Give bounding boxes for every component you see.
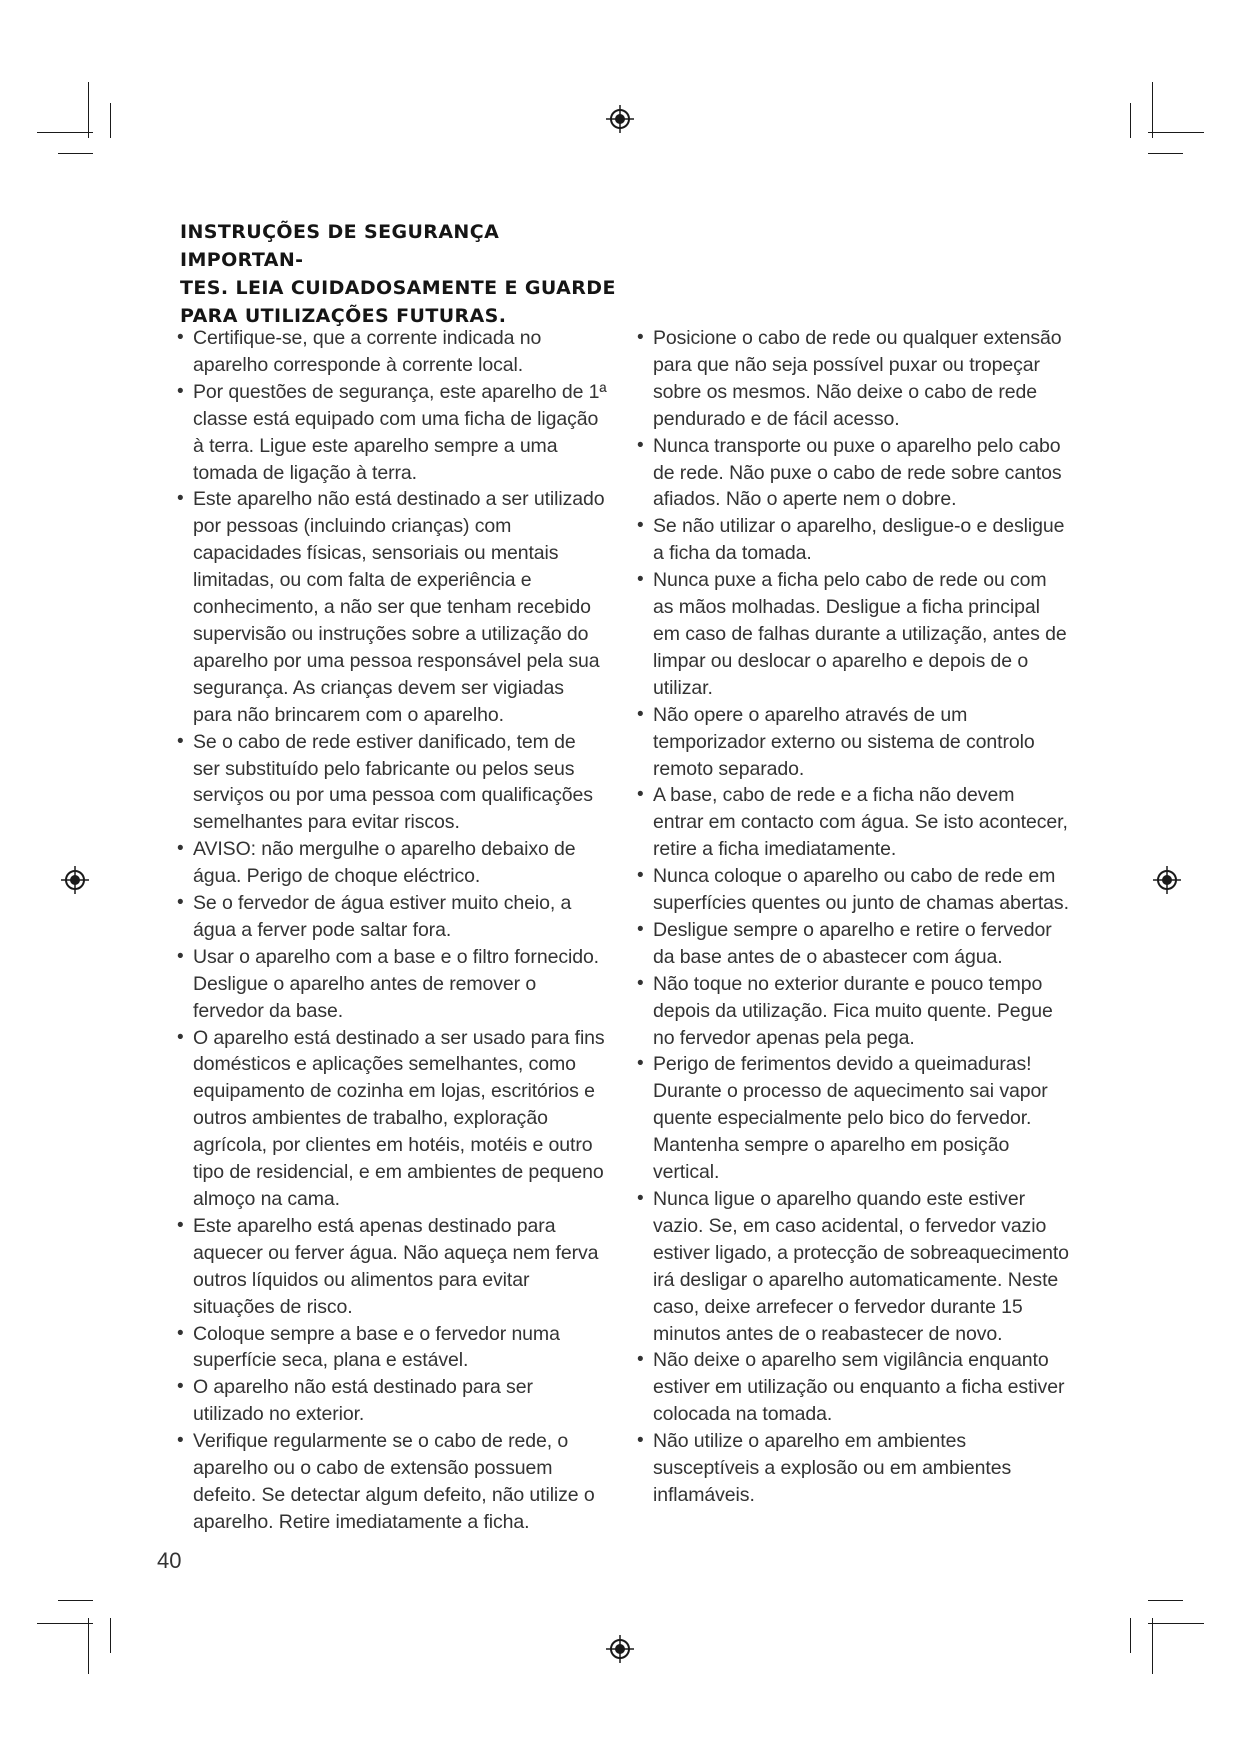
list-item	[637, 1051, 1069, 1186]
bullet-icon: •	[637, 569, 644, 591]
crop-mark	[88, 1618, 89, 1674]
list-item	[177, 1213, 607, 1321]
crop-mark	[1148, 132, 1204, 133]
list-item-text: Nunca coloque o aparelho ou cabo de rede em superfícies quentes ou junto de chamas abertas.	[653, 865, 1069, 915]
bullet-icon: •	[637, 784, 644, 806]
crop-mark	[58, 153, 93, 154]
crop-mark	[1130, 1618, 1131, 1653]
list-item-text: Verifique regularmente se o cabo de rede, o aparelho ou o cabo de extensão possuem defeito. Se detectar algum defeito, não utilize o aparelho. Retire imediatamente a ficha.	[193, 1430, 595, 1533]
list-item-text: Usar o aparelho com a base e o filtro fornecido. Desligue o aparelho antes de remover o fervedor da base.	[193, 945, 600, 1022]
list-item	[177, 836, 607, 890]
crop-mark	[1148, 153, 1183, 154]
bullet-icon: •	[177, 1214, 184, 1236]
list-item-text: Se o fervedor de água estiver muito cheio, a água a ferver pode saltar fora.	[193, 892, 572, 941]
list-item-text: Não deixe o aparelho sem vigilância enquanto estiver em utilização ou enquanto a ficha estiver colocada na tomada.	[653, 1349, 1065, 1426]
list-item	[637, 1347, 1069, 1428]
bullet-icon: •	[177, 380, 184, 402]
list-item	[637, 917, 1069, 971]
section-heading: INSTRUÇÕES DE SEGURANÇA IMPORTAN- TES. LEIA CUIDADOSAMENTE E GUARDE PARA UTILIZAÇÕES FUTURAS.	[180, 221, 616, 327]
list-item-text: Nunca puxe a ficha pelo cabo de rede ou com as mãos molhadas. Desligue a ficha principal em caso de falhas durante a utilização, antes de limpar ou deslocar o aparelho e depois de o utilizar.	[653, 569, 1067, 699]
safety-list-left	[177, 325, 607, 1536]
list-item	[177, 486, 607, 728]
list-item	[177, 944, 607, 1025]
list-item	[177, 379, 607, 487]
registration-mark-icon	[1152, 865, 1182, 895]
bullet-icon: •	[637, 434, 644, 456]
list-item-text: AVISO: não mergulhe o aparelho debaixo de água. Perigo de choque eléctrico.	[193, 838, 576, 888]
crop-mark	[1152, 1618, 1153, 1674]
list-item-text: Este aparelho está apenas destinado para aquecer ou ferver água. Não aqueça nem ferva outros líquidos ou alimentos para evitar situações de risco.	[193, 1214, 599, 1318]
list-item	[637, 433, 1069, 514]
list-item	[637, 1186, 1069, 1347]
list-item	[177, 729, 607, 837]
list-item-text: Nunca transporte ou puxe o aparelho pelo cabo de rede. Não puxe o cabo de rede sobre cantos afiados. Não o aperte nem o dobre.	[653, 434, 1062, 511]
list-item	[637, 971, 1069, 1052]
list-item-text: Este aparelho não está destinado a ser utilizado por pessoas (incluindo crianças) com capacidades físicas, sensoriais ou mentais limitadas, ou com falta de experiência e conhecimento, a não ser que tenham recebido supervisão ou instruções sobre a utilização do aparelho por uma pessoa responsável pela sua segurança. As crianças devem ser vigiadas para não brincarem com o aparelho.	[193, 488, 605, 726]
list-item	[637, 325, 1069, 433]
bullet-icon: •	[637, 1349, 644, 1371]
bullet-icon: •	[637, 1188, 644, 1209]
crop-mark	[1130, 103, 1131, 138]
crop-mark	[110, 1618, 111, 1653]
list-item-text: Se não utilizar o aparelho, desligue-o e desligue a ficha da tomada.	[653, 515, 1065, 565]
list-item	[177, 325, 607, 379]
crop-mark	[37, 1623, 93, 1624]
crop-mark	[1148, 1600, 1183, 1601]
bullet-icon: •	[177, 945, 184, 967]
bullet-icon: •	[177, 488, 184, 510]
list-item	[637, 513, 1069, 567]
bullet-icon: •	[177, 1322, 184, 1344]
bullet-icon: •	[637, 918, 644, 940]
list-item	[637, 782, 1069, 863]
list-item-text: Certifique-se, que a corrente indicada no aparelho corresponde à corrente local.	[193, 327, 542, 376]
list-item	[637, 567, 1069, 702]
registration-mark-icon	[60, 865, 90, 895]
crop-mark	[1152, 82, 1153, 138]
registration-mark-icon	[605, 104, 635, 134]
list-item-text: O aparelho não está destinado para ser utilizado no exterior.	[193, 1376, 533, 1426]
bullet-icon: •	[177, 1376, 184, 1398]
bullet-icon: •	[177, 892, 184, 914]
bullet-icon: •	[637, 972, 644, 994]
list-item-text: Posicione o cabo de rede ou qualquer extensão para que não seja possível puxar ou tropeçar sobre os mesmos. Não deixe o cabo de rede pendurado e de fácil acesso.	[653, 327, 1062, 430]
bullet-icon: •	[637, 327, 644, 348]
list-item-text: Se o cabo de rede estiver danificado, tem de ser substituído pelo fabricante ou pelos seus serviços ou por uma pessoa com qualificações semelhantes para evitar riscos.	[193, 730, 593, 834]
bullet-icon: •	[177, 838, 184, 860]
list-item-text: Perigo de ferimentos devido a queimaduras! Durante o processo de aquecimento sai vapor quente especialmente pelo bico do fervedor. Mantenha sempre o aparelho em posição vertical.	[653, 1053, 1048, 1184]
list-item-text: Desligue sempre o aparelho e retire o fervedor da base antes de o abastecer com água.	[653, 918, 1052, 968]
list-item	[637, 1428, 1069, 1509]
bullet-icon: •	[637, 1053, 644, 1075]
crop-mark	[110, 103, 111, 138]
list-item	[177, 1025, 607, 1213]
registration-mark-icon	[605, 1634, 635, 1664]
list-item	[177, 1428, 607, 1536]
list-item	[177, 890, 607, 944]
safety-list-right	[637, 325, 1069, 1509]
list-item-text: A base, cabo de rede e a ficha não devem entrar em contacto com água. Se isto acontecer, retire a ficha imediatamente.	[653, 784, 1068, 861]
bullet-icon: •	[177, 730, 184, 752]
bullet-icon: •	[177, 1026, 184, 1048]
crop-mark	[37, 132, 93, 133]
list-item-text: Não opere o aparelho através de um temporizador externo ou sistema de controlo remoto separado.	[653, 703, 1035, 780]
list-item-text: O aparelho está destinado a ser usado para fins domésticos e aplicações semelhantes, como equipamento de cozinha em lojas, escritórios e outros ambientes de trabalho, exploração agrícola, por clientes em hotéis, motéis e outro tipo de residencial, e em ambientes de pequeno almoço na cama.	[193, 1026, 605, 1210]
crop-mark	[58, 1600, 93, 1601]
page-number: 40	[157, 1548, 182, 1573]
list-item	[637, 863, 1069, 917]
bullet-icon: •	[637, 1430, 644, 1452]
bullet-icon: •	[637, 865, 644, 887]
bullet-icon: •	[637, 515, 644, 537]
bullet-icon: •	[177, 327, 184, 348]
crop-mark	[1148, 1623, 1204, 1624]
bullet-icon: •	[637, 703, 644, 725]
list-item-text: Coloque sempre a base e o fervedor numa superfície seca, plana e estável.	[193, 1322, 560, 1372]
crop-mark	[88, 82, 89, 138]
bullet-icon: •	[177, 1430, 184, 1452]
list-item-text: Por questões de segurança, este aparelho de 1ª classe está equipado com uma ficha de ligação à terra. Ligue este aparelho sempre a uma tomada de ligação à terra.	[193, 380, 607, 484]
list-item-text: Não toque no exterior durante e pouco tempo depois da utilização. Fica muito quente. Pegue no fervedor apenas pela pega.	[653, 972, 1053, 1049]
list-item	[177, 1374, 607, 1428]
list-item	[177, 1321, 607, 1375]
list-item-text: Nunca ligue o aparelho quando este estiver vazio. Se, em caso acidental, o fervedor vazio estiver ligado, a protecção de sobreaquecimento irá desligar o aparelho automaticamente. Neste caso, deixe arrefecer o fervedor durante 15 minutos antes de o reabastecer de novo.	[653, 1188, 1069, 1345]
list-item-text: Não utilize o aparelho em ambientes susceptíveis a explosão ou em ambientes inflamáveis.	[653, 1430, 1012, 1506]
list-item	[637, 702, 1069, 783]
